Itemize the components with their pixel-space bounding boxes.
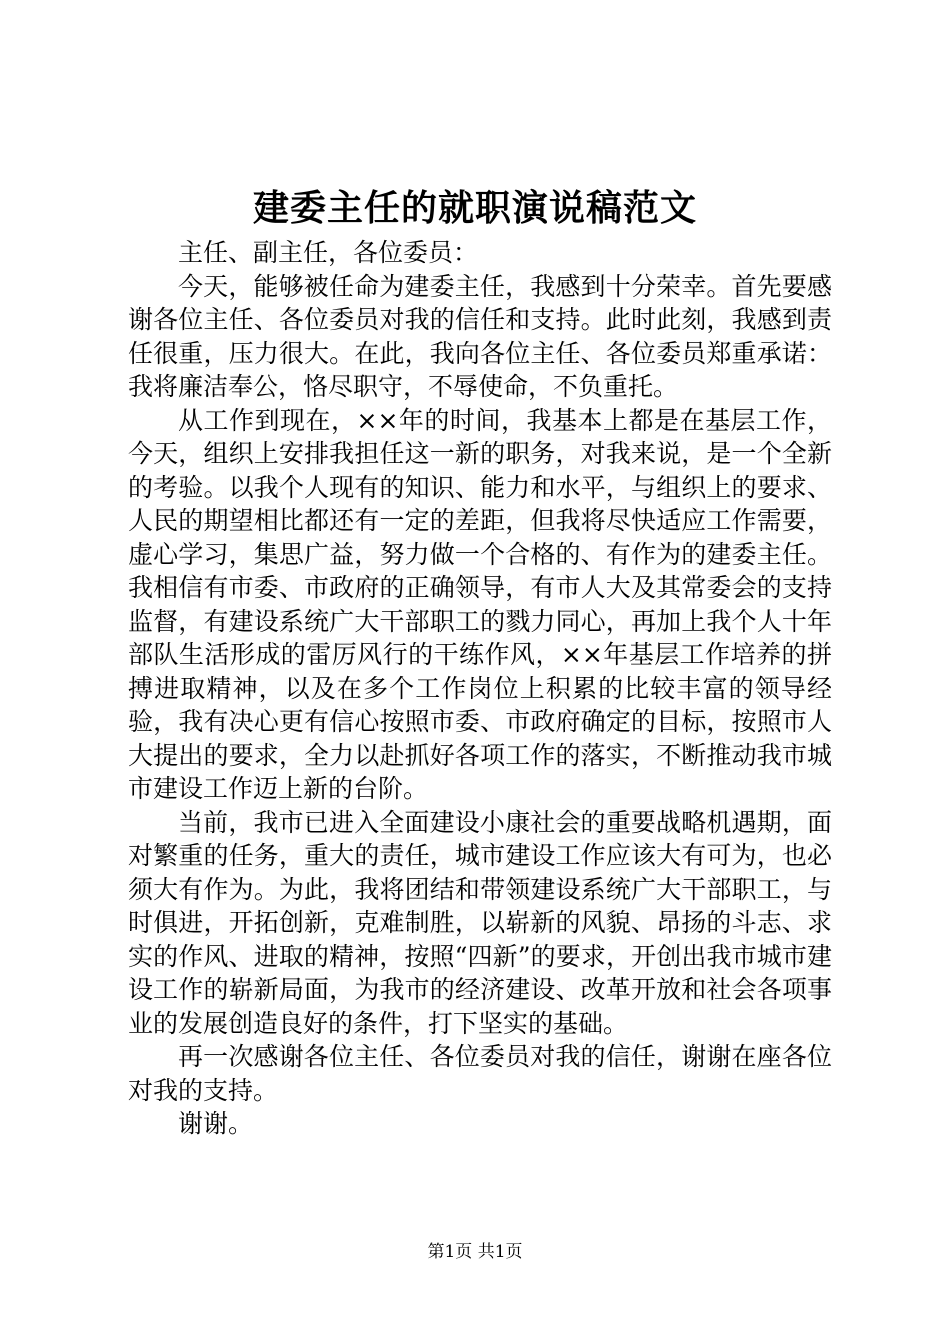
body-paragraph: 再一次感谢各位主任、各位委员对我的信任，谢谢在座各位对我的支持。 — [128, 1042, 832, 1105]
salutation-paragraph: 主任、副主任，各位委员： — [178, 238, 479, 267]
page-number-footer: 第1页 共1页 — [427, 1242, 523, 1262]
document-title: 建委主任的就职演说稿范文 — [252, 187, 697, 229]
body-paragraph: 从工作到现在，××年的时间，我基本上都是在基层工作，今天，组织上安排我担任这一新的职务，对我来说，是一个全新的考验。以我个人现有的知识、能力和水平，与组织上的要求、人民的期望相比都还有一定的差距，但我将尽快适应工作需要，虚心学习，集思广益，努力做一个合格的、有作为的建委主任。我相信有市委、市政府的正确领导，有市人大及其常委会的支持监督，有建设系统广大干部职工的戮力同心，再加上我个人十年部队生活形成的雷厉风行的干练作风，××年基层工作培养的拼搏进取精神，以及在多个工作岗位上积累的比较丰富的领导经验，我有决心更有信心按照市委、市政府确定的目标，按照市人大提出的要求，全力以赴抓好各项工作的落实，不断推动我市城市建设工作迈上新的台阶。 — [128, 405, 832, 803]
document-body — [128, 236, 832, 1141]
body-paragraph: 当前，我市已进入全面建设小康社会的重要战略机遇期，面对繁重的任务，重大的责任，城市建设工作应该大有可为，也必须大有作为。为此，我将团结和带领建设系统广大干部职工，与时俱进，开拓创新，克难制胜，以崭新的风貌、昂扬的斗志、求实的作风、进取的精神，按照“四新”的要求，开创出我市城市建设工作的崭新局面，为我市的经济建设、改革开放和社会各项事业的发展创造良好的条件，打下坚实的基础。 — [128, 807, 832, 1038]
body-paragraph: 今天，能够被任命为建委主任，我感到十分荣幸。首先要感谢各位主任、各位委员对我的信任和支持。此时此刻，我感到责任很重，压力很大。在此，我向各位主任、各位委员郑重承诺：我将廉洁奉公，恪尽职守，不辱使命，不负重托。 — [128, 271, 832, 401]
closing-paragraph: 谢谢。 — [178, 1109, 254, 1138]
